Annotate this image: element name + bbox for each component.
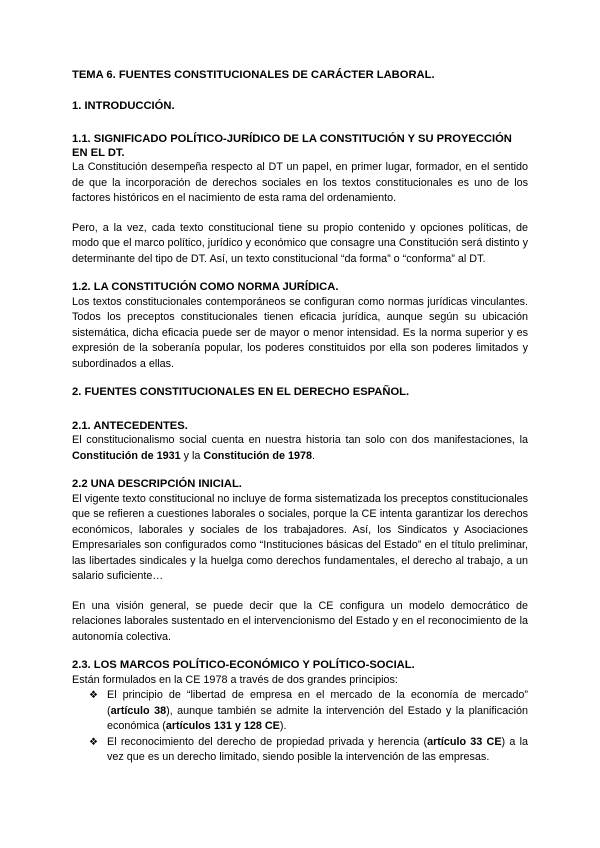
section-1-2-paragraph-1: Los textos constitucionales contemporáneos se configuran como normas jurídicas vinculantes. Todos los preceptos constitucionales tienen eficacia jurídica, aunque según su ubicación sistemática, dicha eficacia puede ser de mayor o menor intensidad. Es la norma superior y es expresión de la soberanía popular, los poderes constituidos por ella son poderes limitados y subordinados a ellas. <box>72 295 528 370</box>
document-body <box>72 69 528 766</box>
diamond-bullet-icon: ❖ <box>89 736 98 748</box>
document-title: TEMA 6. FUENTES CONSTITUCIONALES DE CARÁCTER LABORAL. <box>72 69 435 81</box>
list-item: ❖ El reconocimiento del derecho de propiedad privada y herencia (artículo 33 CE) a la vez que es un derecho limitado, siendo posible la intervención de las empresas. <box>89 735 528 763</box>
principles-list <box>72 688 528 766</box>
section-1-heading: 1. INTRODUCCIÓN. <box>72 99 175 112</box>
section-2-2-paragraph-1: El vigente texto constitucional no incluye de forma sistematizada los preceptos constitucionales que se refieren a cuestiones laborales o sociales, porque la CE intenta garantizar los derechos económicos, laborales y sociales de los trabajadores. Así, los Sindicatos y Asociaciones Empresariales son configurados como “Instituciones básicas del Estado” en el título preliminar, las libertades sindicales y la huelga como derechos fundamentales, el derecho al trabajo, a un salario suficiente… <box>72 492 528 582</box>
section-2-3-intro: Están formulados en la CE 1978 a través de dos grandes principios: <box>72 673 398 686</box>
section-1-2-heading: 1.2. LA CONSTITUCIÓN COMO NORMA JURÍDICA. <box>72 281 339 293</box>
section-2-2-paragraph-2: En una visión general, se puede decir que la CE configura un modelo democrático de relaciones laborales sustentado en el intervencionismo del Estado y en el reconocimiento de la autonomía colectiva. <box>72 599 528 643</box>
section-2-2-heading: 2.2 UNA DESCRIPCIÓN INICIAL. <box>72 478 242 490</box>
section-2-heading: 2. FUENTES CONSTITUCIONALES EN EL DERECHO ESPAÑOL. <box>72 386 410 398</box>
diamond-bullet-icon: ❖ <box>89 690 98 701</box>
section-1-1-heading: 1.1. SIGNIFICADO POLÍTICO-JURÍDICO DE LA CONSTITUCIÓN Y SU PROYECCIÓN EN EL DT. <box>72 133 512 159</box>
section-2-1-paragraph-1: El constitucionalismo social cuenta en nuestra historia tan solo con dos manifestaciones, la Constitución de 1931 y la Constitución de 1978. <box>72 434 528 462</box>
section-2-3-heading: 2.3. LOS MARCOS POLÍTICO-ECONÓMICO Y POLÍTICO-SOCIAL. <box>72 659 415 671</box>
section-1-1-paragraph-2: Pero, a la vez, cada texto constitucional tiene su propio contenido y opciones políticas, de modo que el marco político, jurídico y económico que consagre una Constitución será distinto y determinante del tipo de DT. Así, un texto constitucional “da forma” o “conforma” al DT. <box>72 221 528 265</box>
section-1-1-paragraph-1: La Constitución desempeña respecto al DT un papel, en primer lugar, formador, en el sentido de que la incorporación de derechos sociales en los textos constitucionales es uno de los factores históricos en el nacimiento de esta rama del ordenamiento. <box>72 161 528 204</box>
list-item: ❖ El principio de “libertad de empresa en el mercado de la economía de mercado” (artículo 38), aunque también se admite la intervención del Estado y la planificación económica (artículos 131 y 128 CE). <box>89 689 528 732</box>
section-2-1-heading: 2.1. ANTECEDENTES. <box>72 419 188 432</box>
